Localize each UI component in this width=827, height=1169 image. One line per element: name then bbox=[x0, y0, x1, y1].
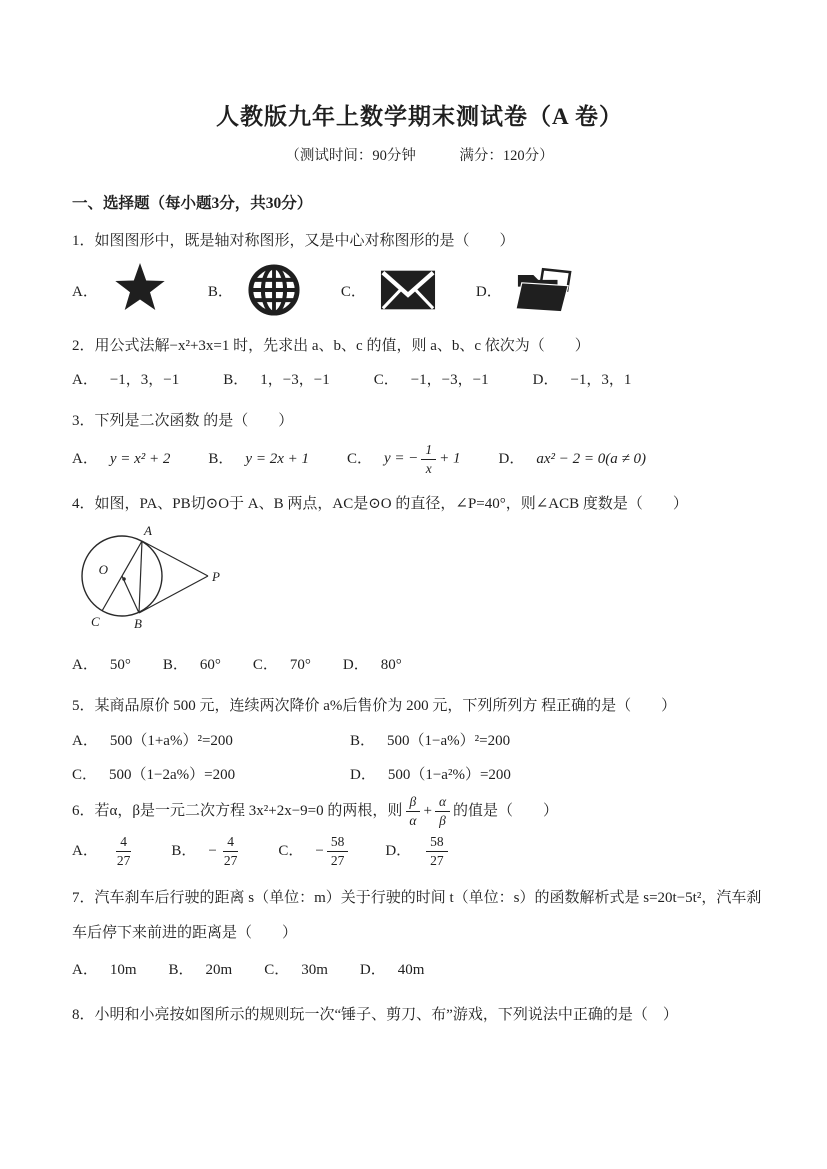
q2-option-c bbox=[374, 367, 489, 393]
question-6-text bbox=[72, 794, 767, 828]
q7-option-c-label: C． bbox=[264, 962, 290, 979]
star-icon bbox=[112, 262, 168, 318]
q2-option-d-text: −1，3，1 bbox=[570, 372, 632, 388]
q3-option-c-pre: y = − bbox=[384, 450, 419, 467]
question-8-text: 8．小明和小亮按如图所示的规则玩一次“锤子、剪刀、布”游戏，下列说法中正确的是（ ） bbox=[72, 1007, 678, 1024]
q3-option-b-label: B． bbox=[208, 451, 234, 468]
question-2-text: 2．用公式法解−x²+3x=1 时，先求出 a、b、c 的值，则 a、b、c 依次为（ ） bbox=[72, 338, 590, 354]
q2-option-c-label: C． bbox=[373, 372, 399, 388]
q4-option-d-label: D． bbox=[342, 657, 369, 674]
q3-option-d-label: D． bbox=[498, 451, 525, 468]
fraction-denominator: β bbox=[439, 812, 446, 828]
q7-option-b bbox=[169, 957, 233, 983]
plus-sign: + bbox=[423, 803, 432, 820]
q2-option-b bbox=[223, 367, 329, 393]
fraction-denominator: α bbox=[409, 812, 417, 828]
q5-option-c-text: 500（1−2a%）=200 bbox=[109, 767, 236, 784]
fraction-denominator: 27 bbox=[330, 852, 345, 868]
fraction-numerator: 4 bbox=[116, 834, 131, 852]
q7-option-b-text: 20m bbox=[205, 962, 233, 979]
q6-option-d-label: D． bbox=[385, 843, 412, 860]
q2-option-a-text: −1，3，−1 bbox=[109, 372, 180, 388]
q5-option-a-text: 500（1+a%）²=200 bbox=[109, 733, 233, 750]
q6-option-c-label: C． bbox=[278, 843, 304, 860]
fraction-numerator: α bbox=[435, 794, 450, 812]
question-6-options bbox=[72, 834, 767, 868]
q1-option-c-label: C． bbox=[340, 283, 366, 300]
diagram-label-p: P bbox=[212, 569, 220, 585]
fraction bbox=[327, 834, 349, 868]
q2-option-b-label: B． bbox=[223, 372, 249, 388]
section-heading: 一、选择题（每小题3分，共30分） bbox=[72, 195, 313, 212]
q2-option-b-text: 1，−3，−1 bbox=[260, 372, 330, 388]
q7-option-d-label: D． bbox=[359, 962, 386, 979]
fraction-denominator: 27 bbox=[116, 852, 131, 868]
q3-option-b-formula: y = 2x + 1 bbox=[245, 451, 309, 468]
q1-option-d-label: D． bbox=[475, 283, 502, 300]
q7-option-d bbox=[360, 957, 425, 983]
q5-option-b-label: B． bbox=[350, 733, 376, 750]
q3-option-c-formula bbox=[384, 442, 461, 476]
q2-option-d bbox=[533, 367, 632, 393]
q3-option-a-label: A． bbox=[72, 451, 98, 468]
q1-option-b-label: B． bbox=[207, 283, 233, 300]
folder-icon bbox=[516, 267, 572, 314]
q4-option-c-text: 70° bbox=[289, 657, 311, 674]
q3-option-b bbox=[208, 446, 309, 472]
q4-option-b-text: 60° bbox=[199, 657, 221, 674]
question-5-text: 5．某商品原价 500 元，连续两次降价 a%后售价为 200 元，下列所列方 程正确的是（ ） bbox=[72, 698, 677, 715]
q7-option-c-text: 30m bbox=[301, 962, 328, 979]
q5-option-d bbox=[350, 763, 767, 784]
q6-option-c bbox=[278, 834, 351, 868]
q3-option-a bbox=[72, 446, 170, 472]
fraction bbox=[426, 834, 448, 868]
q2-option-d-label: D． bbox=[532, 372, 559, 388]
q6-option-b-label: B． bbox=[171, 843, 197, 860]
q7-option-a bbox=[72, 957, 137, 983]
exam-meta: （测试时间：90分钟 满分：120分） bbox=[285, 148, 554, 164]
q7-option-d-text: 40m bbox=[397, 962, 425, 979]
q5-option-c-label: C． bbox=[72, 767, 98, 784]
q2-option-c-text: −1，−3，−1 bbox=[410, 372, 489, 388]
q3-option-c-post: + 1 bbox=[439, 450, 461, 467]
q6-text-pre: 6．若α，β是一元二次方程 3x²+2x−9=0 的两根，则 bbox=[72, 803, 403, 820]
q3-option-c-label: C． bbox=[346, 451, 372, 468]
question-7-text: 7．汽车刹车后行驶的距离 s（单位：m）关于行驶的时间 t（单位：s）的函数解析式是 s=20t−5t²，汽车刹车后停下来前进的距离是（ ） bbox=[72, 890, 762, 942]
fraction-numerator: 1 bbox=[421, 442, 436, 460]
question-3-text: 3．下列是二次函数 的是（ ） bbox=[72, 413, 294, 429]
q4-option-b bbox=[163, 652, 221, 678]
fraction-numerator: 4 bbox=[223, 834, 238, 852]
fraction bbox=[435, 794, 450, 828]
fraction-denominator: x bbox=[425, 460, 432, 476]
q7-option-a-text: 10m bbox=[109, 962, 137, 979]
q4-option-b-label: B． bbox=[162, 657, 188, 674]
diagram-label-o: O bbox=[98, 562, 108, 578]
circle-tangent-diagram bbox=[60, 523, 240, 641]
q5-option-b bbox=[350, 729, 767, 750]
q6-text-post: 的值是（ ） bbox=[453, 803, 559, 820]
q5-option-c bbox=[72, 763, 350, 784]
q7-option-c bbox=[264, 957, 328, 983]
q5-option-b-text: 500（1−a%）²=200 bbox=[387, 733, 511, 750]
q3-option-a-formula: y = x² + 2 bbox=[109, 451, 171, 468]
envelope-icon bbox=[380, 269, 436, 311]
q2-option-a-label: A． bbox=[72, 372, 98, 388]
question-5-options bbox=[72, 729, 767, 784]
fraction-numerator: 58 bbox=[426, 834, 448, 852]
q2-option-a bbox=[72, 367, 179, 393]
question-7-options bbox=[72, 957, 767, 983]
q4-option-a-text: 50° bbox=[109, 657, 131, 674]
fraction bbox=[405, 794, 420, 828]
question-3-options bbox=[72, 442, 767, 476]
question-4-text: 4．如图，PA、PB切⊙O于 A、B 两点，AC是⊙O 的直径，∠P=40°，则∠ACB 度数是（ ） bbox=[72, 496, 688, 513]
q5-option-d-text: 500（1−a²%）=200 bbox=[387, 767, 511, 784]
q3-option-d bbox=[499, 446, 646, 472]
fraction-denominator: 27 bbox=[223, 852, 238, 868]
q3-option-c bbox=[347, 442, 461, 476]
page-title: 人教版九年上数学期末测试卷（A 卷） bbox=[215, 104, 624, 129]
fraction-numerator: 58 bbox=[327, 834, 349, 852]
q4-option-c bbox=[253, 652, 311, 678]
question-2-options bbox=[72, 367, 767, 393]
q5-option-d-label: D． bbox=[350, 767, 376, 784]
fraction bbox=[220, 834, 242, 868]
q3-option-d-formula: ax² − 2 = 0(a ≠ 0) bbox=[536, 451, 646, 468]
q1-option-a-label: A． bbox=[72, 283, 98, 300]
question-4-options bbox=[72, 652, 767, 678]
q4-option-a bbox=[72, 652, 131, 678]
q6-option-b bbox=[171, 834, 244, 868]
diagram-label-a: A bbox=[144, 523, 152, 539]
question-1-options bbox=[72, 262, 767, 318]
q6-option-c-sign: − bbox=[315, 843, 324, 860]
globe-icon bbox=[247, 263, 301, 317]
q7-option-a-label: A． bbox=[72, 962, 98, 979]
fraction bbox=[113, 834, 135, 868]
q4-option-d bbox=[343, 652, 402, 678]
q5-option-a bbox=[72, 729, 350, 750]
q7-option-b-label: B． bbox=[168, 962, 194, 979]
q6-option-d bbox=[385, 834, 450, 868]
q4-option-a-label: A． bbox=[72, 657, 98, 674]
q4-option-c-label: C． bbox=[252, 657, 278, 674]
q4-option-d-text: 80° bbox=[380, 657, 402, 674]
diagram-label-b: B bbox=[134, 616, 142, 632]
q6-option-a-label: A． bbox=[72, 843, 98, 860]
question-1-text: 1．如图图形中，既是轴对称图形，又是中心对称图形的是（ ） bbox=[72, 233, 515, 249]
q5-option-a-label: A． bbox=[72, 733, 98, 750]
fraction-numerator: β bbox=[406, 794, 421, 812]
fraction-denominator: 27 bbox=[430, 852, 444, 868]
diagram-label-c: C bbox=[91, 614, 100, 630]
q6-option-b-sign: − bbox=[208, 843, 217, 860]
fraction bbox=[421, 442, 436, 476]
q6-option-a bbox=[72, 834, 137, 868]
